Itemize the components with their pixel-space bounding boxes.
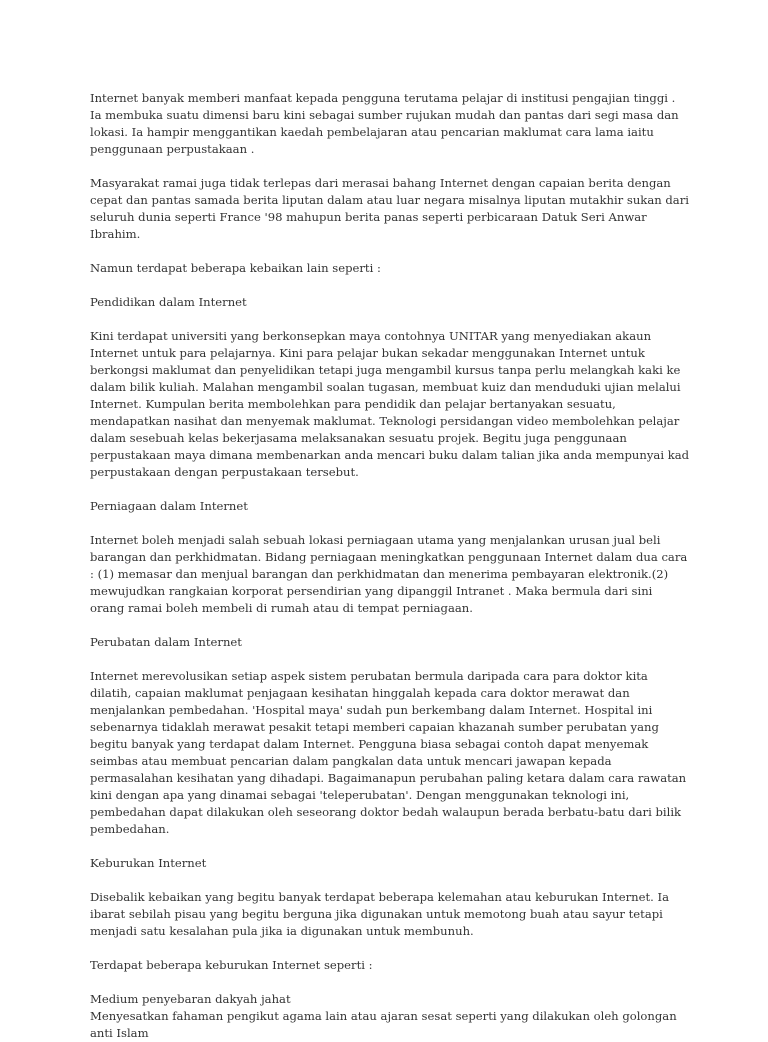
heading-disadvantages: Keburukan Internet xyxy=(90,856,207,870)
education-paragraph: Kini terdapat universiti yang berkonsepkan maya contohnya UNITAR yang menyediakan akaun Internet untuk para pelajarnya. Kini para pelajar bukan sekadar menggunakan Internet untuk berkongsi maklumat dan penyelidikan tetapi juga mengambil kursus tanpa perlu melangkah kaki ke dalam bilik kuliah. Malahan mengambil soalan tugasan, membuat kuiz dan menduduki ujian melalui Internet. Kumpulan berita membolehkan para pendidik dan pelajar bertanyakan sesuatu, mendapatkan nasihat dan menyemak maklumat. Teknologi persidangan video membolehkan pelajar dalam sesebuah kelas bekerjasama melaksanakan sesuatu projek. Begitu juga penggunaan perpustakaan maya dimana membenarkan anda mencari buku dalam talian jika anda mempunyai kad perpustakaan dengan perpustakaan tersebut. xyxy=(90,329,690,479)
heading-medicine: Perubatan dalam Internet xyxy=(90,635,242,649)
disadvantages-intro: Terdapat beberapa keburukan Internet seperti : xyxy=(90,958,373,972)
heading-business: Perniagaan dalam Internet xyxy=(90,499,248,513)
heading-education: Pendidikan dalam Internet xyxy=(90,295,247,309)
business-paragraph: Internet boleh menjadi salah sebuah lokasi perniagaan utama yang menjalankan urusan jual beli barangan dan perkhidmatan. Bidang perniagaan meningkatkan penggunaan Internet dalam dua cara : (1) memasar dan menjual barangan dan perkhidmatan dan menerima pembayaran elektronik.(2) mewujudkan rangkaian korporat persendirian yang dipanggil Intranet . Maka bermula dari sini orang ramai boleh membeli di rumah atau di tempat perniagaan. xyxy=(90,533,688,615)
propaganda-paragraph: Menyesatkan fahaman pengikut agama lain atau ajaran sesat seperti yang dilakukan oleh golongan anti Islam xyxy=(90,1009,677,1040)
heading-propaganda: Medium penyebaran dakyah jahat xyxy=(90,992,291,1006)
document-page xyxy=(90,90,690,1042)
intro-paragraph: Internet banyak memberi manfaat kepada pengguna terutama pelajar di institusi pengajian tinggi . Ia membuka suatu dimensi baru kini sebagai sumber rujukan mudah dan pantas dari segi masa dan lokasi. Ia hampir menggantikan kaedah pembelajaran atau pencarian maklumat cara lama iaitu penggunaan perpustakaan . xyxy=(90,91,679,156)
benefits-intro: Namun terdapat beberapa kebaikan lain seperti : xyxy=(90,261,381,275)
disadvantages-paragraph: Disebalik kebaikan yang begitu banyak terdapat beberapa kelemahan atau keburukan Internet. Ia ibarat sebilah pisau yang begitu berguna jika digunakan untuk memotong buah atau sayur tetapi menjadi satu kesalahan pula jika ia digunakan untuk membunuh. xyxy=(90,890,669,938)
medicine-paragraph: Internet merevolusikan setiap aspek sistem perubatan bermula daripada cara para doktor kita dilatih, capaian maklumat penjagaan kesihatan hinggalah kepada cara doktor merawat dan menjalankan pembedahan. 'Hospital maya' sudah pun berkembang dalam Internet. Hospital ini sebenarnya tidaklah merawat pesakit tetapi memberi capaian khazanah sumber perubatan yang begitu banyak yang terdapat dalam Internet. Pengguna biasa sebagai contoh dapat menyemak seimbas atau membuat pencarian dalam pangkalan data untuk mencari jawapan kepada permasalahan kesihatan yang dihadapi. Bagaimanapun perubahan paling ketara dalam cara rawatan kini dengan apa yang dinamai sebagai 'teleperubatan'. Dengan menggunakan teknologi ini, pembedahan dapat dilakukan oleh seseorang doktor bedah walaupun berada berbatu-batu dari bilik pembedahan. xyxy=(90,669,687,836)
news-paragraph: Masyarakat ramai juga tidak terlepas dari merasai bahang Internet dengan capaian berita dengan cepat dan pantas samada berita liputan dalam atau luar negara misalnya liputan mutakhir sukan dari seluruh dunia seperti France '98 mahupun berita panas seperti perbicaraan Datuk Seri Anwar Ibrahim. xyxy=(90,176,689,241)
